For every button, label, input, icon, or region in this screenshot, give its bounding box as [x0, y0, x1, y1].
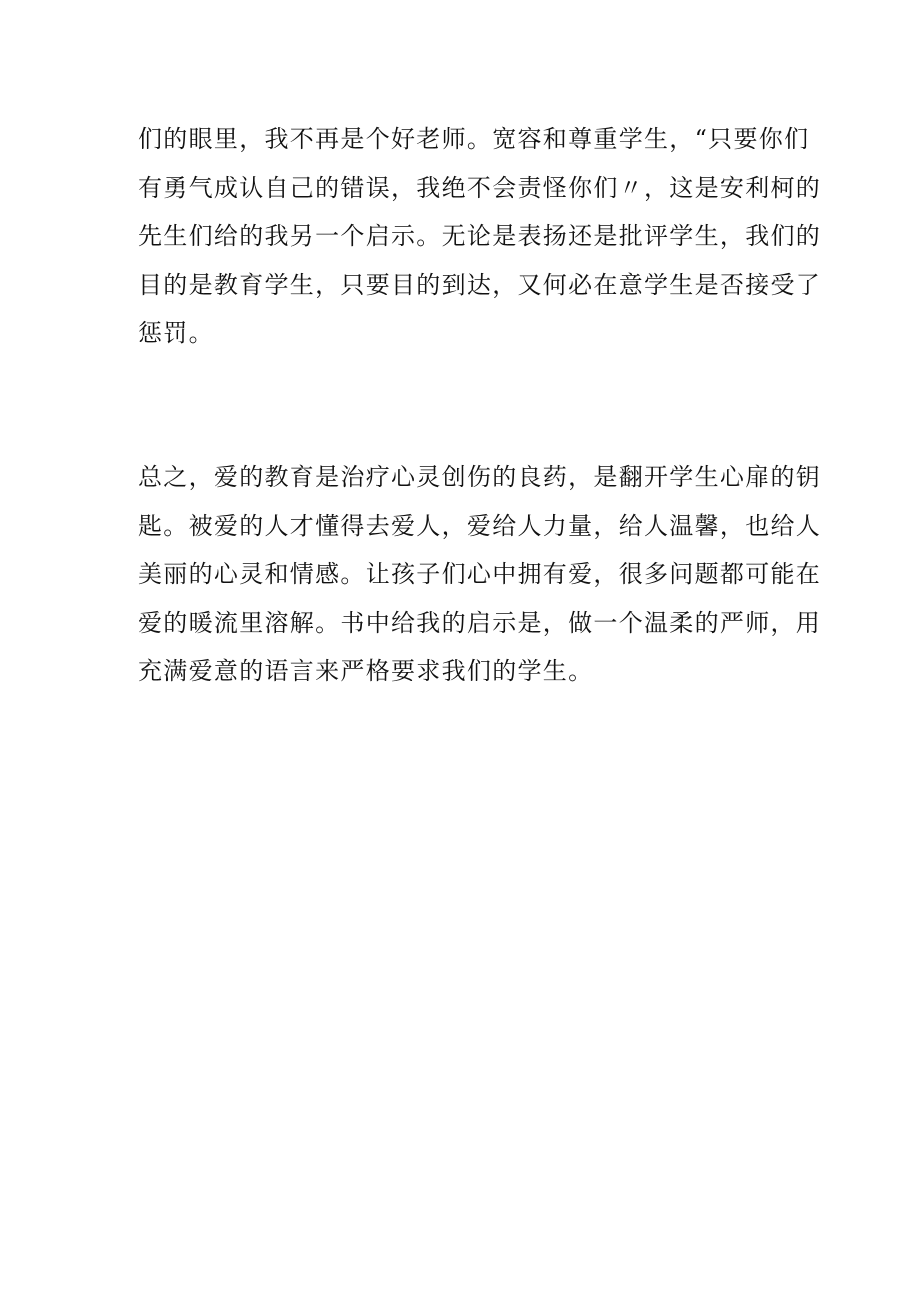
paragraph-line: 惩罚。 [138, 319, 214, 347]
paragraph-line: 们的眼里，我不再是个好老师。宽容和尊重学生，“只要你们 [138, 125, 810, 153]
paragraph-line: 总之，爱的教育是治疗心灵创伤的良药，是翻开学生心扉的钥 [138, 463, 822, 491]
paragraph-2 [138, 453, 822, 696]
paragraph-line: 充满爱意的语言来严格要求我们的学生。 [138, 657, 594, 685]
paragraph-line: 先生们给的我另一个启示。无论是表扬还是批评学生，我们的 [138, 222, 822, 250]
paragraph-line: 爱的暖流里溶解。书中给我的启示是，做一个温柔的严师，用 [138, 608, 822, 637]
paragraph-line: 目的是教育学生，只要目的到达，又何必在意学生是否接受了 [138, 270, 822, 299]
paragraph-line: 美丽的心灵和情感。让孩子们心中拥有爱，很多问题都可能在 [138, 560, 822, 588]
paragraph-line: 有勇气成认自己的错误，我绝不会责怪你们〃，这是安利柯的 [138, 173, 822, 202]
paragraph-line: 匙。被爱的人才懂得去爱人，爱给人力量，给人温馨，也给人 [138, 511, 822, 540]
paragraph-1 [138, 115, 822, 358]
